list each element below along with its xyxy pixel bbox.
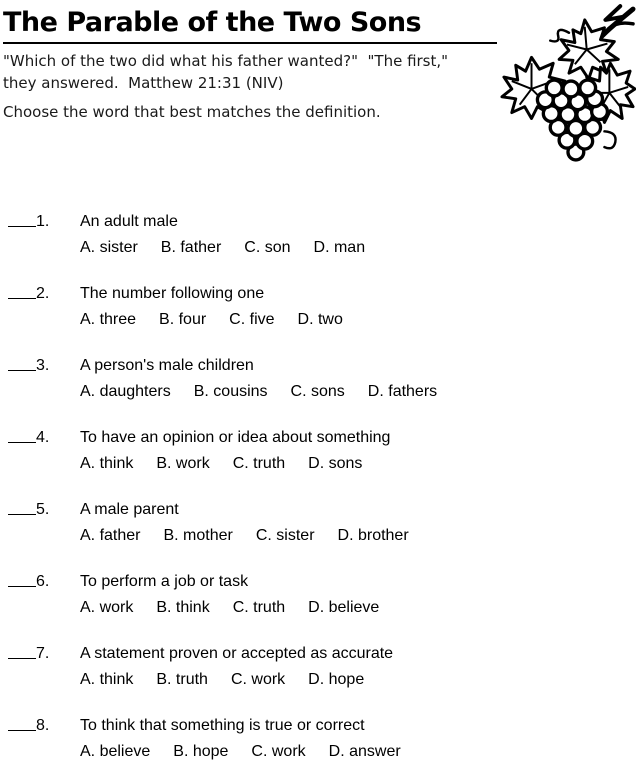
option-b: B. cousins	[193, 383, 268, 400]
question-marker	[8, 281, 80, 307]
option-d: D. hope	[308, 671, 365, 688]
option-d: D. sons	[308, 455, 363, 472]
question-5	[8, 497, 636, 549]
quote-line-2: they answered. Matthew 21:31 (NIV)	[3, 74, 284, 92]
question-definition: To perform a job or task	[80, 573, 249, 590]
option-d: D. fathers	[367, 383, 438, 400]
question-1	[8, 209, 636, 261]
option-a: A. think	[80, 671, 134, 688]
question-4	[8, 425, 636, 477]
quote-line-1: "Which of the two did what his father wanted?" "The first,"	[3, 52, 449, 70]
answer-blank	[8, 730, 36, 731]
option-d: D. brother	[337, 527, 409, 544]
option-b: B. think	[156, 599, 210, 616]
option-b: B. mother	[163, 527, 233, 544]
option-a: A. sister	[80, 239, 138, 256]
question-number: 8.	[36, 717, 50, 734]
option-c: C. truth	[232, 455, 286, 472]
question-8	[8, 713, 636, 765]
question-options	[8, 595, 636, 621]
question-number: 2.	[36, 285, 50, 302]
option-b: B. truth	[156, 671, 208, 688]
question-options	[8, 667, 636, 693]
grapes-icon	[498, 2, 636, 165]
option-d: D. believe	[308, 599, 380, 616]
option-d: D. answer	[328, 743, 401, 760]
question-7	[8, 641, 636, 693]
question-definition: A person's male children	[80, 357, 254, 374]
question-options	[8, 451, 636, 477]
answer-blank	[8, 514, 36, 515]
option-c: C. sister	[255, 527, 315, 544]
question-marker	[8, 425, 80, 451]
question-marker	[8, 641, 80, 667]
option-a: A. daughters	[80, 383, 171, 400]
option-b: B. four	[159, 311, 207, 328]
option-a: A. think	[80, 455, 134, 472]
option-c: C. work	[230, 671, 286, 688]
instruction-text: Choose the word that best matches the definition.	[3, 103, 381, 121]
question-3	[8, 353, 636, 405]
question-marker	[8, 569, 80, 595]
question-number: 7.	[36, 645, 50, 662]
question-number: 1.	[36, 213, 50, 230]
question-definition: To think that something is true or correct	[80, 717, 365, 734]
page-title: The Parable of the Two Sons	[3, 7, 422, 38]
question-number: 4.	[36, 429, 50, 446]
question-2	[8, 281, 636, 333]
question-marker	[8, 497, 80, 523]
question-definition: To have an opinion or idea about something	[80, 429, 391, 446]
question-number: 6.	[36, 573, 50, 590]
question-marker	[8, 353, 80, 379]
option-b: B. work	[156, 455, 210, 472]
option-c: C. five	[229, 311, 275, 328]
option-c: C. truth	[232, 599, 286, 616]
option-d: D. two	[297, 311, 343, 328]
option-d: D. man	[313, 239, 366, 256]
answer-blank	[8, 226, 36, 227]
option-c: C. son	[244, 239, 291, 256]
question-definition: A statement proven or accepted as accurate	[80, 645, 394, 662]
option-a: A. father	[80, 527, 141, 544]
answer-blank	[8, 298, 36, 299]
option-c: C. sons	[290, 383, 345, 400]
answer-blank	[8, 442, 36, 443]
question-definition: An adult male	[80, 213, 178, 230]
answer-blank	[8, 586, 36, 587]
option-a: A. work	[80, 599, 134, 616]
answer-blank	[8, 658, 36, 659]
option-c: C. work	[251, 743, 306, 760]
question-number: 3.	[36, 357, 50, 374]
option-a: A. believe	[80, 743, 151, 760]
option-b: B. father	[160, 239, 222, 256]
question-options	[8, 739, 636, 765]
title-underline	[3, 42, 497, 44]
question-options	[8, 379, 636, 405]
question-list	[3, 209, 636, 765]
option-b: B. hope	[173, 743, 229, 760]
question-definition: A male parent	[80, 501, 179, 518]
question-marker	[8, 209, 80, 235]
question-number: 5.	[36, 501, 50, 518]
question-6	[8, 569, 636, 621]
question-options	[8, 235, 636, 261]
question-definition: The number following one	[80, 285, 265, 302]
question-options	[8, 307, 636, 333]
answer-blank	[8, 370, 36, 371]
option-a: A. three	[80, 311, 137, 328]
question-marker	[8, 713, 80, 739]
question-options	[8, 523, 636, 549]
